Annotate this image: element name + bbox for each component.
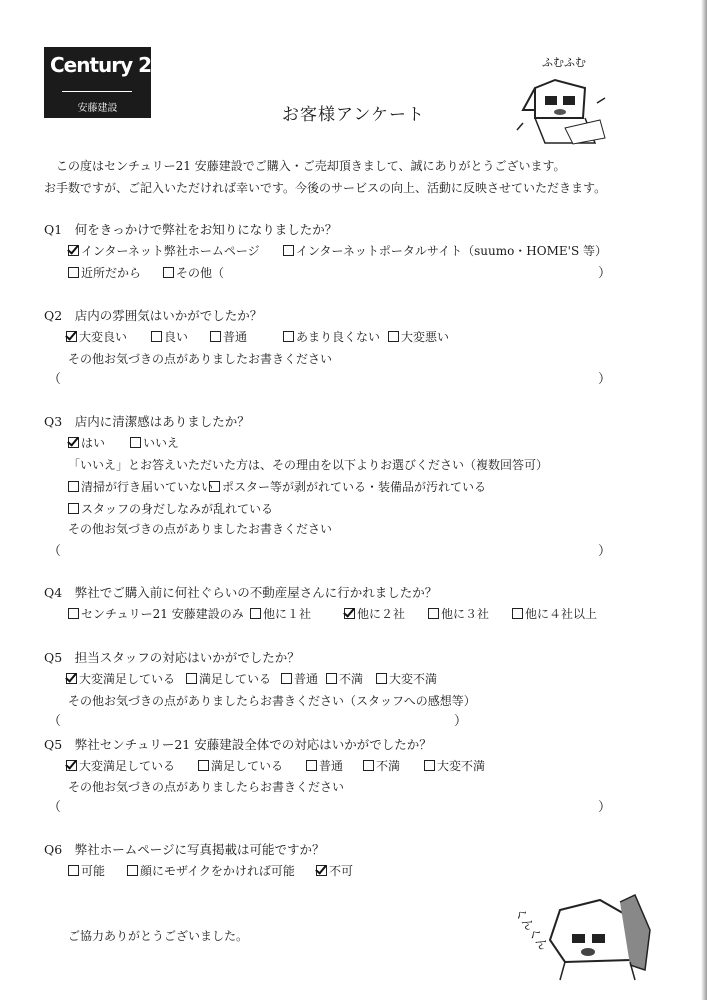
q5a-close-paren: ） <box>454 714 468 729</box>
q4-option-one-other[interactable]: 他に１社 <box>250 605 311 622</box>
page-title: お客様アンケート <box>282 105 425 125</box>
mascot-sniffing-illustration <box>510 890 660 990</box>
q5b-option-dissatisfied[interactable]: 不満 <box>363 757 400 774</box>
q4-option-only-us[interactable]: センチュリー21 安藤建設のみ <box>68 605 244 622</box>
q5b-comment-prompt: その他お気づきの点がありましたらお書きください <box>68 780 345 794</box>
logo-brand: Century 21 <box>50 53 164 77</box>
q2-label: Q2 店内の雰囲気はいかがでしたか？ <box>44 308 263 323</box>
q4-option-three-others[interactable]: 他に３社 <box>428 605 489 622</box>
q5a-comment-prompt: その他お気づきの点がありましたらお書きください（スタッフへの感想等） <box>68 694 476 708</box>
q3-reason-posters[interactable]: ポスター等が剥がれている・装備品が汚れている <box>209 478 486 495</box>
q5a-option-very-satisfied[interactable]: 大変満足している <box>66 670 175 687</box>
q3-option-yes[interactable]: はい <box>68 434 105 451</box>
logo-subtitle: 安藤建設 <box>77 103 118 114</box>
q4-option-two-others[interactable]: 他に２社 <box>344 605 405 622</box>
q1-label: Q1 何をきっかけで弊社をお知りになりましたか？ <box>44 222 338 237</box>
q6-option-possible[interactable]: 可能 <box>68 862 105 879</box>
q6-option-with-mosaic[interactable]: 顔にモザイクをかければ可能 <box>127 862 295 879</box>
q1-option-other[interactable]: その他（ <box>163 264 224 281</box>
q1-option-homepage[interactable]: インターネット弊社ホームページ <box>68 242 260 259</box>
q5a-option-normal[interactable]: 普通 <box>281 670 318 687</box>
q2-open-paren: （ <box>48 372 62 387</box>
q2-option-not-good[interactable]: あまり良くない <box>283 328 380 345</box>
closing-message: ご協力ありがとうございました。 <box>68 929 249 943</box>
q3-label: Q3 店内に清潔感はありましたか？ <box>44 414 250 429</box>
q5b-option-very-satisfied[interactable]: 大変満足している <box>66 757 175 774</box>
q1-option-portal[interactable]: インターネットポータルサイト（suumo・HOME'S 等） <box>283 242 607 259</box>
q3-comment-prompt: その他お気づきの点がありましたお書きください <box>68 522 333 536</box>
q3-open-paren: （ <box>48 544 62 559</box>
scan-edge-shadow <box>701 0 707 1000</box>
q5b-option-normal[interactable]: 普通 <box>306 757 343 774</box>
q3-reason-cleaning[interactable]: 清掃が行き届いていない <box>68 478 213 495</box>
q3-option-no[interactable]: いいえ <box>130 434 179 451</box>
q2-option-good[interactable]: 良い <box>151 328 188 345</box>
q5b-option-satisfied[interactable]: 満足している <box>198 757 283 774</box>
q5b-close-paren: ） <box>598 800 612 815</box>
q5b-option-very-dissatisfied[interactable]: 大変不満 <box>424 757 485 774</box>
q2-option-very-bad[interactable]: 大変悪い <box>388 328 449 345</box>
q4-label: Q4 弊社でご購入前に何社ぐらいの不動産屋さんに行かれましたか？ <box>44 585 438 600</box>
mascot-reading-illustration <box>505 48 615 148</box>
q1-close-paren: ） <box>598 266 612 281</box>
intro-line-2: お手数ですが、ご記入いただければ幸いです。今後のサービスの向上、活動に反映させていただきます。 <box>44 181 607 195</box>
q2-close-paren: ） <box>598 372 612 387</box>
q5a-option-dissatisfied[interactable]: 不満 <box>326 670 363 687</box>
checkbox-checked <box>68 245 79 256</box>
q4-option-four-plus[interactable]: 他に４社以上 <box>512 605 597 622</box>
q5b-label: Q5 弊社センチュリー21 安藤建設全体での対応はいかがでしたか？ <box>44 737 432 752</box>
q3-reason-staff[interactable]: スタッフの身だしなみが乱れている <box>68 500 273 517</box>
q5a-option-very-dissatisfied[interactable]: 大変不満 <box>376 670 437 687</box>
q5a-option-satisfied[interactable]: 満足している <box>186 670 271 687</box>
intro-line-1: この度はセンチュリー21 安藤建設でご購入・ご売却頂きまして、誠にありがとうございます。 <box>56 159 566 173</box>
q3-close-paren: ） <box>598 544 612 559</box>
q2-option-very-good[interactable]: 大変良い <box>66 328 127 345</box>
q5a-open-paren: （ <box>48 714 62 729</box>
q6-label: Q6 弊社ホームページに写真掲載は可能ですか？ <box>44 842 325 857</box>
q2-comment-prompt: その他お気づきの点がありましたお書きください <box>68 352 333 366</box>
q6-option-not-possible[interactable]: 不可 <box>316 862 353 879</box>
q5b-open-paren: （ <box>48 800 62 815</box>
q3-followup: 「いいえ」とお答えいただいた方は、その理由を以下よりお選びください（複数回答可） <box>68 458 549 472</box>
mascot-caption: ふむふむ <box>542 56 586 69</box>
q2-option-normal[interactable]: 普通 <box>210 328 247 345</box>
q1-option-nearby[interactable]: 近所だから <box>68 264 141 281</box>
mascot-bottom-caption: くんくん <box>511 905 551 953</box>
q5a-label: Q5 担当スタッフの対応はいかがでしたか？ <box>44 650 300 665</box>
